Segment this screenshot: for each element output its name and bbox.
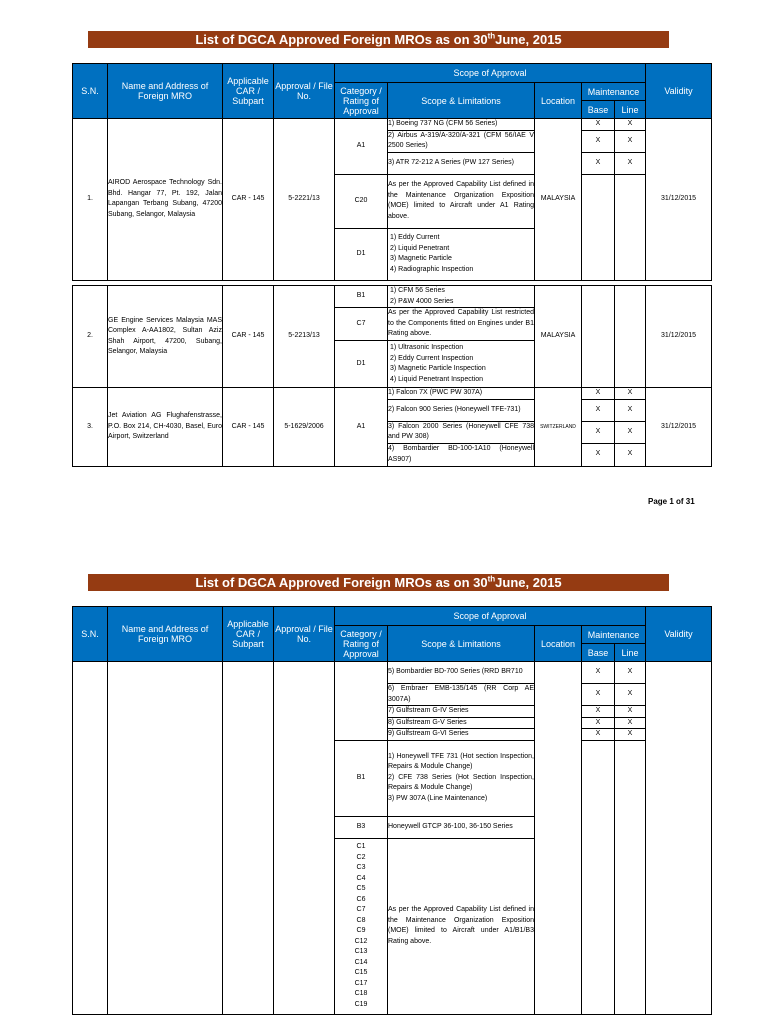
category-code: C18: [354, 990, 368, 997]
entry1-a1-base: X: [582, 119, 615, 131]
category-code: C2: [356, 853, 366, 861]
list-item: 3) Magnetic Particle: [390, 255, 452, 262]
entry1-a1-line: X: [615, 152, 646, 174]
list-item: 1) Honeywell TFE 731 (Hot section Inspection, Repairs & Module Change): [388, 752, 534, 771]
p2-a1-line: X: [615, 684, 646, 706]
p2-a1-item: 5) Bombardier BD-700 Series (RRD BR710: [388, 662, 535, 684]
entry3-a1-line: X: [615, 388, 646, 400]
header-validity: Validity: [646, 607, 712, 662]
p2-a1-line: X: [615, 729, 646, 741]
category-code: C6: [356, 895, 366, 903]
list-item: 3) Magnetic Particle Inspection: [390, 365, 486, 372]
p2-a1-item: 8) Gulfstream G-V Series: [388, 717, 535, 729]
entry1-a1-item: 3) ATR 72-212 A Series (PW 127 Series): [388, 152, 535, 174]
page-number: Page 1 of 31: [648, 497, 695, 506]
mro-table-page1: [72, 63, 712, 281]
category-code: C1: [356, 843, 366, 850]
list-item: 2) CFE 738 Series (Hot Section Inspection, Repairs & Module Change): [388, 773, 534, 792]
entry1-validity: 31/12/2015: [646, 119, 712, 281]
entry1-a1-base: X: [582, 130, 615, 152]
entry3-a1-base: X: [582, 399, 615, 421]
entry2-b1-list: [388, 286, 535, 308]
entry2-d1-list: [388, 341, 535, 388]
category-code: C3: [356, 864, 366, 871]
category-code: C14: [354, 958, 368, 966]
p2-a1-base: X: [582, 717, 615, 729]
entry1-a1-line: X: [615, 119, 646, 131]
header-location: Location: [535, 83, 582, 119]
category-code: C19: [354, 1000, 368, 1008]
page1-title-banner: List of DGCA Approved Foreign MROs as on 30thJune, 2015: [88, 31, 669, 48]
p2-a1-line: X: [615, 706, 646, 718]
category-code: C4: [356, 874, 366, 882]
mro-table-page1-cont: [72, 285, 712, 467]
entry3-a1-base: X: [582, 443, 615, 466]
header-scope: Scope of Approval: [335, 64, 646, 83]
header-location: Location: [535, 626, 582, 662]
list-item: 4) Radiographic Inspection: [390, 265, 474, 273]
p2-a1-base: X: [582, 706, 615, 718]
header-scope: Scope of Approval: [335, 607, 646, 626]
entry2-c7-text: As per the Approved Capability List restricted to the Components fitted on Engines under B1 Rating above.: [388, 308, 535, 341]
p2-a1-cat-empty: [335, 662, 388, 741]
p2-b3-cat: B3: [335, 816, 388, 838]
category-code: C17: [354, 979, 368, 987]
entry1-a1-line: X: [615, 130, 646, 152]
entry1-a1-item: 2) Airbus A-319/A-320/A-321 (CFM 56/IAE V 2500 Series): [388, 130, 535, 152]
category-code: C15: [354, 969, 368, 976]
header-base: Base: [582, 644, 615, 662]
header-category: Category / Rating of Approval: [335, 626, 388, 662]
p2-a1-line: X: [615, 717, 646, 729]
entry1-approval: 5-2221/13: [274, 119, 335, 281]
p2-name-empty: [108, 662, 223, 1015]
entry2-b1-cat: B1: [335, 286, 388, 308]
p2-b1-list: [388, 740, 535, 816]
list-item: 1) Ultrasonic Inspection: [390, 344, 464, 351]
list-item: 4) Liquid Penetrant Inspection: [390, 375, 484, 383]
page2-title-banner: List of DGCA Approved Foreign MROs as on 30thJune, 2015: [88, 574, 669, 591]
header-limitations: Scope & Limitations: [388, 626, 535, 662]
p2-a1-item: 7) Gulfstream G-IV Series: [388, 706, 535, 718]
list-item: 1) CFM 56 Series: [390, 287, 445, 294]
entry1-d1-cat: D1: [335, 228, 388, 280]
header-sn: S.N.: [73, 607, 108, 662]
p2-validity-empty: [646, 662, 712, 1015]
entry1-d1-list: [388, 228, 535, 280]
p2-b3-text: Honeywell GTCP 36-100, 36-150 Series: [388, 816, 535, 838]
p2-location-empty: [535, 662, 582, 1015]
header-car: Applicable CAR / Subpart: [223, 607, 274, 662]
entry2-location: MALAYSIA: [535, 286, 582, 388]
list-item: 3) PW 307A (Line Maintenance): [388, 794, 488, 802]
p2-car-empty: [223, 662, 274, 1015]
category-code: C13: [354, 948, 368, 955]
p2-a1-item: 6) Embraer EMB-135/145 (RR Corp AE 3007A): [388, 684, 535, 706]
header-name: Name and Address of Foreign MRO: [108, 607, 223, 662]
p2-sn-empty: [73, 662, 108, 1015]
category-code: C8: [356, 916, 366, 924]
entry2-base-empty: [582, 286, 615, 388]
page1-title: List of DGCA Approved Foreign MROs as on 30: [195, 32, 488, 47]
entry3-name: Jet Aviation AG Flughafenstrasse, P.O. Box 214, CH-4030, Basel, Euro Airport, Switzerland: [108, 388, 223, 467]
p2-line-empty: [615, 740, 646, 1014]
entry2-c7-cat: C7: [335, 308, 388, 341]
entry1-a1-base: X: [582, 152, 615, 174]
entry3-sn: 3.: [73, 388, 108, 467]
p2-a1-base: X: [582, 729, 615, 741]
entry2-name: GE Engine Services Malaysia MAS Complex A-AA1802, Sultan Aziz Shah Airport, 47200, Subang, Selangor, Malaysia: [108, 286, 223, 388]
entry3-a1-line: X: [615, 443, 646, 466]
header-maintenance: Maintenance: [582, 83, 646, 101]
entry3-a1-item: 1) Falcon 7X (PWC PW 307A): [388, 388, 535, 400]
header-limitations: Scope & Limitations: [388, 83, 535, 119]
entry3-location: SWITZERLAND: [535, 388, 582, 467]
entry1-c20-text: As per the Approved Capability List defined in the Maintenance Organization Exposition (MOE) limited to Aircraft under A1 Rating above.: [388, 174, 535, 228]
entry3-a1-cat: A1: [335, 388, 388, 467]
entry3-a1-base: X: [582, 421, 615, 443]
entry3-approval: 5-1629/2006: [274, 388, 335, 467]
header-category: Category / Rating of Approval: [335, 83, 388, 119]
entry2-line-empty: [615, 286, 646, 388]
entry2-d1-cat: D1: [335, 341, 388, 388]
entry2-approval: 5-2213/13: [274, 286, 335, 388]
header-approval: Approval / File No.: [274, 607, 335, 662]
entry3-a1-line: X: [615, 421, 646, 443]
list-item: 2) Liquid Penetrant: [390, 244, 450, 252]
entry1-a1-cat: A1: [335, 119, 388, 175]
entry1-base-empty: [582, 174, 615, 280]
entry3-a1-item: 3) Falcon 2000 Series (Honeywell CFE 738 and PW 308): [388, 421, 535, 443]
p2-a1-item: 9) Gulfstream G-VI Series: [388, 729, 535, 741]
header-name: Name and Address of Foreign MRO: [108, 64, 223, 119]
entry3-validity: 31/12/2015: [646, 388, 712, 467]
header-car: Applicable CAR / Subpart: [223, 64, 274, 119]
entry3-a1-base: X: [582, 388, 615, 400]
entry3-a1-item: 4) Bombardier BD-100-1A10 (Honeywell AS907): [388, 443, 535, 466]
header-line: Line: [615, 101, 646, 119]
category-code: C12: [354, 937, 368, 945]
p2-c-cats: [335, 838, 388, 1014]
list-item: 1) Eddy Current: [390, 234, 440, 241]
entry1-location: MALAYSIA: [535, 119, 582, 281]
mro-table-page2: [72, 606, 712, 1015]
header-approval: Approval / File No.: [274, 64, 335, 119]
page2-title: List of DGCA Approved Foreign MROs as on 30: [195, 575, 488, 590]
header-sn: S.N.: [73, 64, 108, 119]
p2-a1-line: X: [615, 662, 646, 684]
entry2-sn: 2.: [73, 286, 108, 388]
entry3-a1-line: X: [615, 399, 646, 421]
category-code: C5: [356, 885, 366, 892]
entry2-car: CAR - 145: [223, 286, 274, 388]
entry1-a1-item: 1) Boeing 737 NG (CFM 56 Series): [388, 119, 535, 131]
entry1-c20-cat: C20: [335, 174, 388, 228]
p2-a1-base: X: [582, 662, 615, 684]
p2-approval-empty: [274, 662, 335, 1015]
entry1-sn: 1.: [73, 119, 108, 281]
list-item: 2) Eddy Current Inspection: [390, 354, 474, 362]
header-maintenance: Maintenance: [582, 626, 646, 644]
entry1-name: AIROD Aerospace Technology Sdn. Bhd. Hangar 77, Pt. 192, Jalan Lapangan Terbang Subang, 47200 Subang, Selangor, Malaysia: [108, 119, 223, 281]
category-code: C7: [356, 906, 366, 913]
p2-b1-cat: B1: [335, 740, 388, 816]
entry3-a1-item: 2) Falcon 900 Series (Honeywell TFE-731): [388, 399, 535, 421]
entry1-line-empty: [615, 174, 646, 280]
entry1-car: CAR - 145: [223, 119, 274, 281]
header-line: Line: [615, 644, 646, 662]
list-item: 2) P&W 4000 Series: [390, 297, 454, 305]
header-validity: Validity: [646, 64, 712, 119]
entry2-validity: 31/12/2015: [646, 286, 712, 388]
p2-a1-base: X: [582, 684, 615, 706]
header-base: Base: [582, 101, 615, 119]
p2-base-empty: [582, 740, 615, 1014]
entry3-car: CAR - 145: [223, 388, 274, 467]
category-code: C9: [356, 927, 366, 934]
p2-c-text: As per the Approved Capability List defined in the Maintenance Organization Exposition (MOE) limited to Aircraft under A1/B1/B3 Rating above.: [388, 838, 535, 1014]
